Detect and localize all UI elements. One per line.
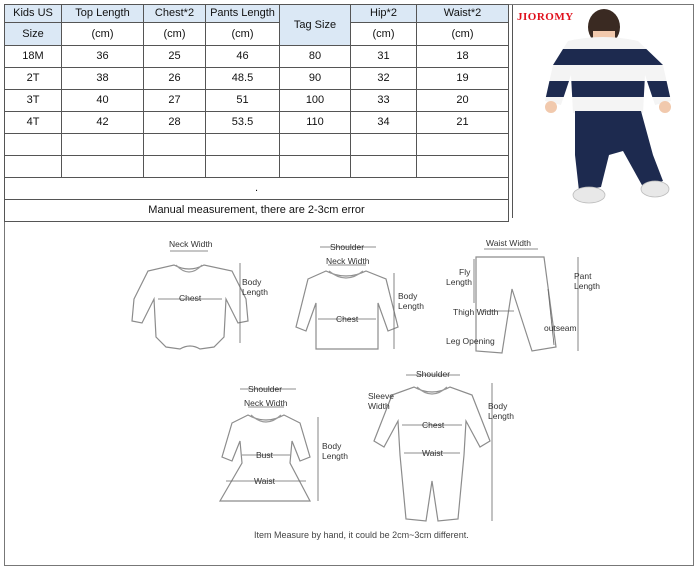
header-chest: Chest*2 [144,5,206,23]
pants-leg-label: Leg Opening [446,336,495,346]
size-cell: 4T [5,112,62,134]
romper-chest-label: Chest [422,420,445,430]
waist-cell: 20 [417,90,509,112]
dress-length-label: Length [322,451,348,461]
waist-cell: 21 [417,112,509,134]
top-length-cell: 42 [62,112,144,134]
pants-fly-label: Fly [459,267,471,277]
chest-cell: 28 [144,112,206,134]
pants-fly-length-label: Length [446,277,472,287]
pants-length-cell: 53.5 [206,112,280,134]
chest-cell: 25 [144,46,206,68]
top-length-label: Length [398,301,424,311]
dress-bust-label: Bust [256,450,274,460]
bodysuit-chest-label: Chest [179,293,202,303]
header-top-length: Top Length [62,5,144,23]
header-size: Kids US [5,5,62,23]
right-shoe [641,181,669,197]
kid-outfit-illustration [513,5,694,218]
romper-sleeve-label: Sleeve [368,391,394,401]
header-pants-length: Pants Length [206,5,280,23]
striped-shirt [533,33,683,115]
dot-row [5,178,509,200]
dress-waist-label: Waist [254,476,275,486]
navy-pants [575,111,663,191]
table-row [5,46,509,68]
top-body-label: Body [398,291,418,301]
top-length-cell: 36 [62,46,144,68]
size-cell: 3T [5,90,62,112]
pants-length-cell: 46 [206,46,280,68]
romper-shoulder-label: Shoulder [416,369,451,379]
bodysuit-body-label: Body [242,277,262,287]
dot-cell: . [5,178,509,200]
header-tag-size: Tag Size [280,5,351,46]
hip-cell: 32 [351,68,417,90]
romper-sleeve-width-label: Width [368,401,390,411]
pants-length-cell: 51 [206,90,280,112]
dress-neck-label: Neck Width [244,398,288,408]
size-cell: 2T [5,68,62,90]
table-header-row [5,5,509,23]
table-row [5,112,509,134]
empty-row [5,156,509,178]
top-length-cell: 40 [62,90,144,112]
header-size-line2: Size [5,23,62,46]
product-photo [512,5,693,218]
romper-length-label: Length [488,411,514,421]
pants-pant-label: Pant [574,271,592,281]
measurement-diagrams [4,219,694,566]
waist-cell: 19 [417,68,509,90]
top-chest-label: Chest [336,314,359,324]
chest-cell: 27 [144,90,206,112]
tag-size-cell: 80 [280,46,351,68]
hip-cell: 33 [351,90,417,112]
brand-logo: JIOROMY [517,11,574,23]
unit-top-length: (cm) [62,23,144,46]
bodysuit-neck-label: Neck Width [169,239,213,249]
table-unit-row [5,23,509,46]
pants-length-cell: 48.5 [206,68,280,90]
top-length-cell: 38 [62,68,144,90]
hip-cell: 34 [351,112,417,134]
table-row [5,68,509,90]
pants-waist-label: Waist Width [486,238,532,248]
table-row [5,90,509,112]
pants-thigh-label: Thigh Width [453,307,499,317]
unit-hip: (cm) [351,23,417,46]
hip-cell: 31 [351,46,417,68]
pants-outseam-label: outseam [544,323,577,333]
chest-cell: 26 [144,68,206,90]
dress-shoulder-label: Shoulder [248,384,283,394]
bodysuit-length-label: Length [242,287,268,297]
romper-body-label: Body [488,401,508,411]
size-cell: 18M [5,46,62,68]
dress-body-label: Body [322,441,342,451]
waist-cell: 18 [417,46,509,68]
header-hip: Hip*2 [351,5,417,23]
tag-size-cell: 100 [280,90,351,112]
error-note: Manual measurement, there are 2-3cm error [5,200,509,222]
unit-waist: (cm) [417,23,509,46]
top-shoulder-label: Shoulder [330,242,365,252]
pants-length-label: Length [574,281,600,291]
unit-chest: (cm) [144,23,206,46]
top-neck-label: Neck Width [326,256,370,266]
size-table [4,4,509,222]
tag-size-cell: 90 [280,68,351,90]
empty-row [5,134,509,156]
unit-pants-length: (cm) [206,23,280,46]
left-shoe [573,187,605,203]
tag-size-cell: 110 [280,112,351,134]
measurement-note: Item Measure by hand, it could be 2cm~3cm different. [254,530,469,540]
romper-waist-label: Waist [422,448,443,458]
header-waist: Waist*2 [417,5,509,23]
